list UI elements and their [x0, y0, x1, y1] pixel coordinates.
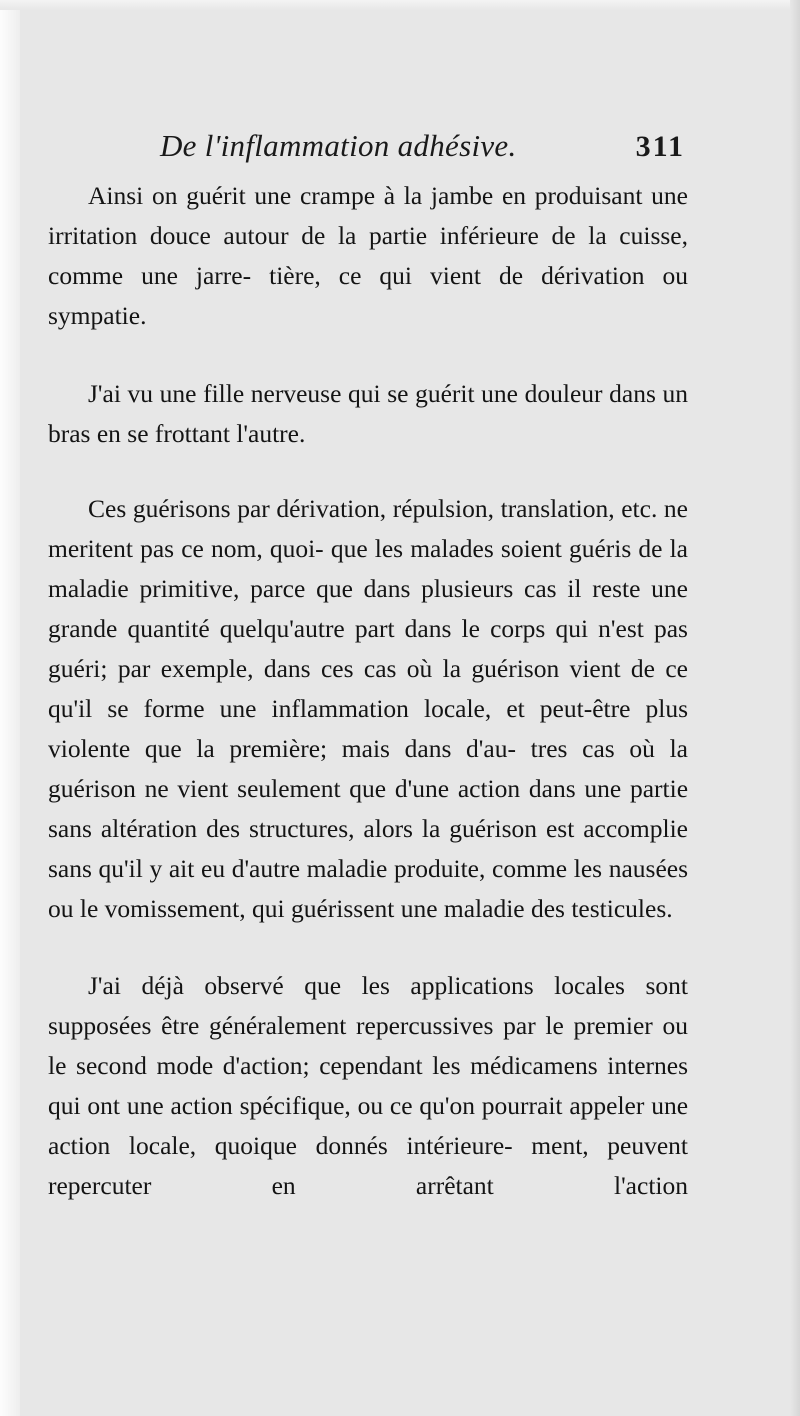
text-line: guérissent une maladie des testicules.: [290, 894, 673, 923]
text-line: sont supposées être généralement repercussives: [48, 971, 689, 1040]
text-line: des structures, alors la guérison est accomplie: [206, 814, 689, 843]
text-line: cependant les médicamens internes qui ont une: [48, 1051, 688, 1120]
text-line: forme une inflammation locale, et peut-être: [143, 694, 631, 723]
text-line: Ainsi on guérit une crampe à la jambe en: [88, 181, 527, 210]
paragraph-applications-locales: [48, 966, 688, 1206]
text-line: J'ai vu une fille nerveuse qui se guérit une: [88, 379, 519, 408]
text-line: Ces guérisons par dérivation, répulsion,: [88, 494, 494, 523]
text-line: ces cas où la guérison vient de ce qu'il se: [48, 654, 688, 723]
page-header: [160, 128, 685, 172]
text-line: action spécifique, ou ce qu'on pourrait appeler: [170, 1091, 645, 1120]
text-line: tière, ce qui vient de dérivation ou sympatie.: [48, 261, 688, 330]
text-line: tres cas où la guérison ne vient seulement que: [48, 734, 688, 803]
text-line: que les malades soient guéris de la maladie: [48, 534, 688, 603]
text-line: ment, peuvent repercuter en arrêtant l'action: [48, 1131, 689, 1200]
body-text: [48, 176, 688, 1206]
text-line: partie inférieure de la cuisse, comme une jarre-: [48, 221, 689, 290]
page-left-edge: [0, 0, 20, 1416]
text-line: translation, etc. ne meritent pas ce nom, quoi-: [48, 494, 688, 563]
page-top-edge: [0, 0, 800, 10]
text-line: corps qui n'est pas guéri; par exemple, dans: [48, 614, 688, 683]
text-line: douleur dans un bras en se frottant l'autre.: [48, 379, 689, 448]
text-line: sans qu'il y ait eu d'autre maladie produite,: [48, 854, 486, 883]
text-line: par le premier ou le second mode d'action;: [48, 1011, 688, 1080]
paragraph-guerisons: [48, 489, 688, 929]
paragraph-crampe: [48, 176, 688, 336]
text-line: une action locale, quoique donnés intérieure-: [48, 1091, 689, 1160]
running-title: De l'inflammation adhésive.: [160, 128, 517, 163]
text-line: J'ai déjà observé que les applications locales: [88, 971, 625, 1000]
text-line: primitive, parce que dans plusieurs cas il reste: [139, 574, 641, 603]
paragraph-fille-nerveuse: [48, 374, 688, 454]
page-number: 311: [635, 130, 685, 163]
text-line: une grande quantité quelqu'autre part dans le: [48, 574, 688, 643]
text-line: plus violente que la première; mais dans d'au-: [48, 694, 688, 763]
page-right-edge: [790, 0, 800, 1416]
text-line: d'une action dans une partie sans altération: [48, 774, 689, 843]
text-line: comme les nausées ou le vomissement, qui: [48, 854, 689, 923]
text-line: produisant une irritation douce autour de la: [48, 181, 688, 250]
